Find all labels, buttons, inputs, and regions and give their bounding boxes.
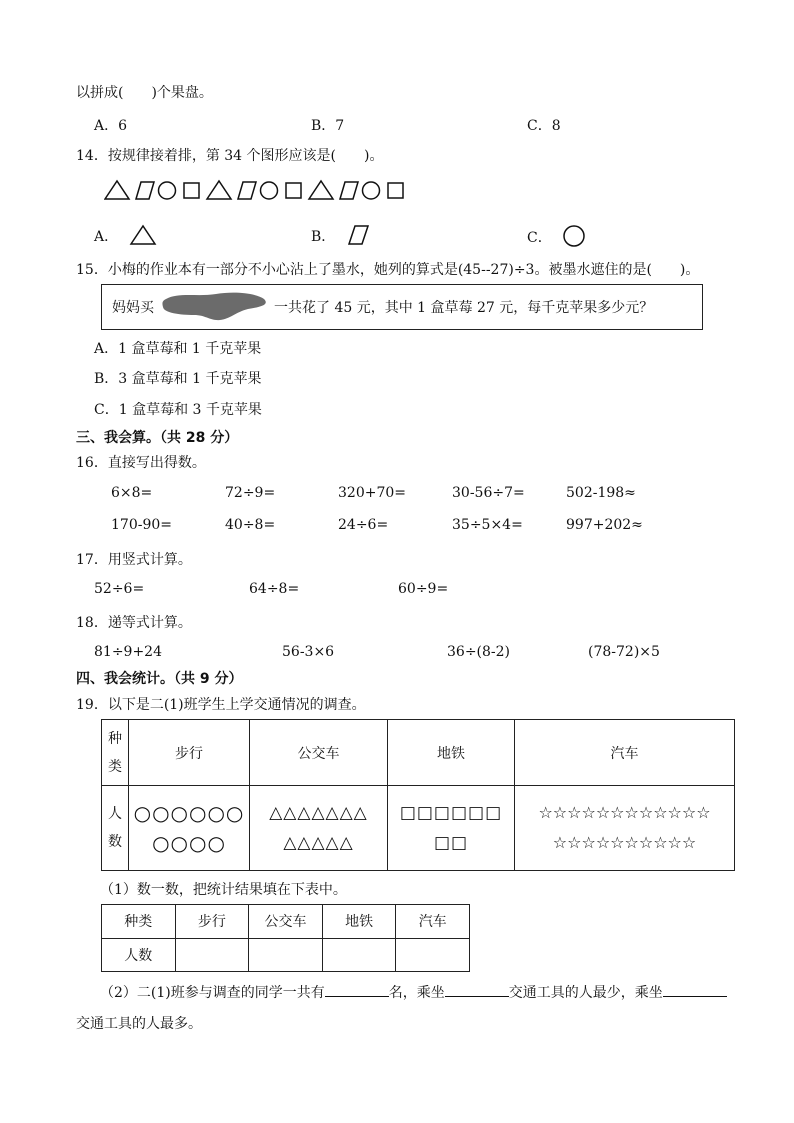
- car-symbols-row: ☆☆☆☆☆☆☆☆☆☆☆☆: [538, 803, 711, 822]
- header-walk: 步行: [129, 720, 250, 786]
- q14-option-a-label: A．: [94, 229, 119, 245]
- parallelogram-icon: [346, 224, 372, 246]
- q18-item: 56-3×6: [282, 644, 335, 660]
- q16-stem: 16．直接写出得数。: [76, 455, 206, 471]
- q15-box-right-text: 一共花了 45 元，其中 1 盒草莓 27 元，每千克苹果多少元？: [274, 300, 654, 316]
- fill-cell-car[interactable]: [396, 938, 470, 972]
- car-symbols-cell: [515, 786, 735, 871]
- q14-option-b[interactable]: [311, 224, 372, 246]
- square-icon: [388, 183, 403, 198]
- q14-option-b-label: B．: [311, 229, 336, 245]
- q13-option-c[interactable]: C．8: [527, 118, 561, 134]
- section-3-title: 三、我会算。（共 28 分）: [76, 430, 239, 446]
- q17-item: 52÷6=: [94, 581, 145, 597]
- answer-blank-most[interactable]: [663, 982, 727, 997]
- q16-item: 320+70=: [338, 485, 406, 501]
- q19-sub2-tail: 交通工具的人最多。: [76, 1016, 202, 1032]
- q16-item: 30-56÷7=: [452, 485, 525, 501]
- q19-sub2-text-a: （2）二(1)班参与调查的同学一共有: [100, 985, 325, 1001]
- parallelogram-icon: [340, 182, 358, 199]
- subway-symbols-row: □□: [433, 833, 469, 853]
- walk-symbols-row: ○○○○: [152, 831, 226, 855]
- q14-stem: 14．按规律接着排，第 34 个图形应该是( )。: [76, 148, 384, 164]
- q14-option-a[interactable]: [94, 224, 157, 246]
- answer-blank-least[interactable]: [445, 982, 509, 997]
- q13-option-b[interactable]: B．7: [311, 118, 345, 134]
- q19-sub2-text-b: 名，乘坐: [388, 985, 445, 1001]
- q18-item: (78-72)×5: [588, 644, 660, 660]
- kind-header-cell: [102, 720, 129, 786]
- survey-table: [101, 719, 735, 871]
- q15-option-c[interactable]: C．1 盒草莓和 3 千克苹果: [94, 402, 262, 418]
- section-4-title: 四、我会统计。（共 9 分）: [76, 671, 243, 687]
- subway-symbols-row: □□□□□□: [399, 803, 503, 823]
- circle-icon: [261, 182, 278, 199]
- kind-char: 种: [108, 730, 122, 747]
- fill-header-walk: 步行: [175, 905, 249, 939]
- bus-symbols-row: △△△△△△△: [269, 803, 368, 823]
- parallelogram-icon: [136, 182, 154, 199]
- q19-sub1: （1）数一数，把统计结果填在下表中。: [100, 882, 347, 898]
- q13-option-a[interactable]: A．6: [94, 118, 128, 134]
- header-bus: 公交车: [250, 720, 388, 786]
- header-subway: 地铁: [388, 720, 515, 786]
- fill-header-subway: 地铁: [322, 905, 396, 939]
- triangle-icon: [129, 224, 157, 246]
- square-icon: [286, 183, 301, 198]
- fill-in-table: [101, 904, 470, 972]
- square-icon: [184, 183, 199, 198]
- header-car: 汽车: [515, 720, 735, 786]
- walk-symbols-cell: [129, 786, 250, 871]
- q15-option-a[interactable]: A．1 盒草莓和 1 千克苹果: [94, 341, 262, 357]
- triangle-icon: [105, 181, 129, 199]
- fill-cell-bus[interactable]: [249, 938, 323, 972]
- car-symbols-row: ☆☆☆☆☆☆☆☆☆☆: [552, 833, 697, 852]
- q14-option-c-label: C．: [527, 230, 552, 246]
- q15-box-left-text: 妈妈买: [112, 300, 154, 316]
- q16-item: 6×8=: [111, 485, 153, 501]
- q18-item: 36÷(8-2): [447, 644, 511, 660]
- answer-blank-total[interactable]: [325, 982, 389, 997]
- fill-count-label: 人数: [102, 938, 176, 972]
- q16-item: 24÷6=: [338, 517, 389, 533]
- walk-symbols-row: ○○○○○○: [133, 801, 245, 825]
- fill-header-bus: 公交车: [249, 905, 323, 939]
- q16-item: 72÷9=: [225, 485, 276, 501]
- fill-cell-walk[interactable]: [175, 938, 249, 972]
- q18-item: 81÷9+24: [94, 644, 162, 660]
- count-header-cell: [102, 786, 129, 871]
- q15-option-b[interactable]: B．3 盒草莓和 1 千克苹果: [94, 371, 262, 387]
- triangle-icon: [309, 181, 333, 199]
- q13-stem-tail: 以拼成( )个果盘。: [76, 85, 213, 101]
- triangle-icon: [207, 181, 231, 199]
- q19-sub2-line: [100, 982, 727, 1002]
- bus-symbols-cell: [250, 786, 388, 871]
- q17-item: 60÷9=: [398, 581, 449, 597]
- q15-problem-box: [101, 284, 703, 330]
- bus-symbols-row: △△△△△: [283, 833, 354, 853]
- circle-icon: [159, 182, 176, 199]
- parallelogram-icon: [238, 182, 256, 199]
- q19-stem: 19．以下是二(1)班学生上学交通情况的调查。: [76, 697, 366, 713]
- ink-blot-image: [160, 289, 272, 323]
- q14-shape-sequence: [104, 178, 424, 202]
- q16-item: 170-90=: [111, 517, 172, 533]
- q16-item: 40÷8=: [225, 517, 276, 533]
- subway-symbols-cell: [388, 786, 515, 871]
- q18-stem: 18．递等式计算。: [76, 615, 192, 631]
- q17-stem: 17．用竖式计算。: [76, 552, 192, 568]
- kind-char: 类: [108, 758, 122, 775]
- circle-icon: [562, 224, 586, 248]
- q15-stem: 15．小梅的作业本有一部分不小心沾上了墨水，她列的算式是(45--27)÷3。被墨水遮住的是( )。: [76, 262, 700, 278]
- q16-item: 502-198≈: [566, 485, 636, 501]
- fill-header-car: 汽车: [396, 905, 470, 939]
- q16-item: 35÷5×4=: [452, 517, 523, 533]
- q17-item: 64÷8=: [249, 581, 300, 597]
- q16-item: 997+202≈: [566, 517, 643, 533]
- circle-icon: [363, 182, 380, 199]
- count-char: 数: [108, 834, 122, 850]
- q19-sub2-text-c: 交通工具的人最少，乘坐: [508, 985, 663, 1001]
- q14-option-c[interactable]: [527, 224, 586, 248]
- count-char: 人: [108, 806, 122, 822]
- fill-header-kind: 种类: [102, 905, 176, 939]
- fill-cell-subway[interactable]: [322, 938, 396, 972]
